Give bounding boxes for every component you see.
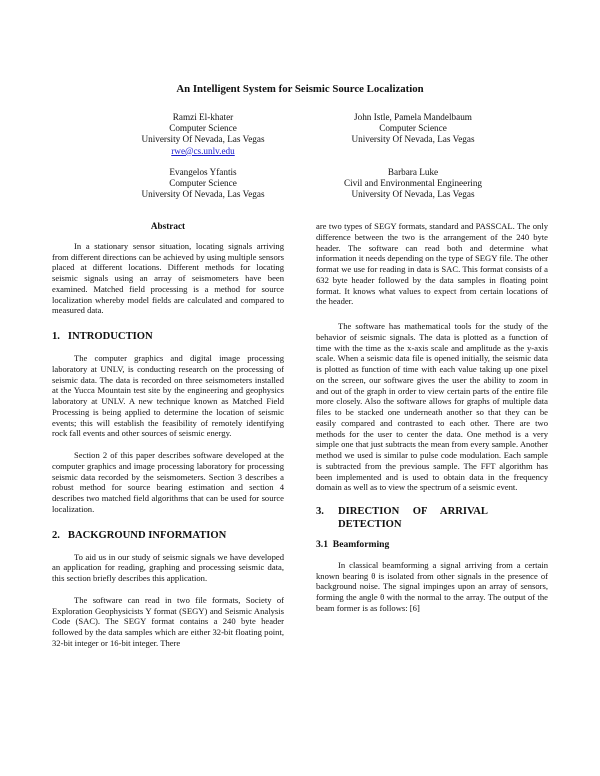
- section-heading-direction-of-arrival: [316, 505, 548, 531]
- author-name: Ramzi El-khater: [172, 112, 234, 122]
- author-dept: Computer Science: [169, 123, 237, 134]
- subsection-heading-beamforming: [316, 540, 548, 551]
- paragraph: The computer graphics and digital image processing laboratory at UNLV, is conducting research on the processing of seismic data. The data is recorded on three seismometers installed at the Yucca Mountain test site by the engineering and geophysics laboratory at UNLV. A new technique known as Matched Field Processing is being applied to determine the location of seismic events; this will establish the feasibility of remotely identifying rock fall events and other sources of seismic energy.: [52, 353, 284, 439]
- author-affiliation: University Of Nevada, Las Vegas: [141, 189, 265, 200]
- subsection-number: 3.1: [316, 539, 328, 550]
- author-name: Barbara Luke: [387, 167, 439, 177]
- paragraph: To aid us in our study of seismic signals we have developed an application for reading, graphing and processing seismic data, this section briefly describes this application.: [52, 551, 284, 583]
- author-name: John Istle, Pamela Mandelbaum: [354, 112, 472, 122]
- section-heading-introduction: [52, 330, 284, 343]
- paragraph: The software has mathematical tools for the study of the behavior of seismic signals. The data is plotted as a function of time with the time as the x-axis scale and amplitude as the y-axis scale. When a seismic data file is opened initially, the seismic data is plotted as function of time with each value taking up one pixel on the screen, our software gives the user the ability to zoom in and out of the graph in order to view certain parts of the entire file more closely. Also the software allows for graphs of multiple data files to be stacked one underneath another so that they can be easily compared and contrasted to each other. There are two methods for the user to center the data. One method is a very simple one that just subtracts the mean from every sample. Another method we used is similar to pulse code modulation. Each sample is subtracted from the previous sample. The FFT algorithm has been implemented and is used to obtain data in the frequency domain as well as to view the spectrum of a seismic event.: [316, 321, 548, 493]
- author-affiliation: University Of Nevada, Las Vegas: [351, 134, 475, 145]
- subsection-title: Beamforming: [332, 539, 390, 550]
- section-number: 1.: [52, 331, 60, 342]
- right-column: [316, 221, 548, 614]
- author-affiliation: University Of Nevada, Las Vegas: [351, 189, 475, 200]
- paper-title: An Intelligent System for Seismic Source Localization: [176, 83, 424, 95]
- author-block-3: [118, 167, 288, 201]
- author-block-1: [118, 112, 288, 157]
- paragraph-continued: are two types of SEGY formats, standard and PASSCAL. The only difference between the two is the arrangement of the 240 byte header. The software can read both and determine what information it needs depending on the type of SEGY file. The other format we use for reading in data is SAC. This format consists of a 632 byte header followed by the data samples in floating point format. It knows what values to expect from certain locations of the header.: [316, 221, 548, 307]
- paragraph: The software can read in two file formats, Society of Exploration Geophysicists Y format (SEGY) and Seismic Analysis Code (SAC). The SEGY format contains a 240 byte header followed by the data samples which are either 32-bit floating point, 32-bit integer or 16-bit integer. There: [52, 594, 284, 648]
- left-column: [52, 221, 284, 649]
- section-number: 3.: [316, 506, 324, 517]
- paragraph: In classical beamforming a signal arriving from a certain known bearing θ is isolated from other signals in the presence of background noise. The signal impinges upon an array of sensors, forming the angle θ with the normal to the array. The output of the beam former is as follows: [6]: [316, 559, 548, 613]
- author-block-4: [318, 167, 508, 201]
- author-block-2: [328, 112, 498, 146]
- section-title: INTRODUCTION: [67, 331, 153, 342]
- abstract-heading: Abstract: [150, 221, 186, 231]
- author-dept: Civil and Environmental Engineering: [343, 178, 483, 189]
- author-dept: Computer Science: [379, 123, 447, 134]
- author-dept: Computer Science: [169, 178, 237, 189]
- section-heading-background: [52, 529, 284, 542]
- author-affiliation: University Of Nevada, Las Vegas: [141, 134, 265, 145]
- author-email-link[interactable]: rwe@cs.unlv.edu: [171, 145, 235, 156]
- abstract-text: In a stationary sensor situation, locating signals arriving from different directions can be achieved by using multiple sensors placed at different locations. Different methods for locating seismic signals using an array of seismometers have been examined. Matched field processing is a method for source localization whereby model fields are calculated and compared to measured data.: [52, 240, 284, 316]
- author-name: Evangelos Yfantis: [169, 167, 237, 177]
- section-title: BACKGROUND INFORMATION: [67, 529, 227, 541]
- paragraph: Section 2 of this paper describes software developed at the computer graphics and image processing laboratory for processing seismic data recorded by the seismometers. Section 3 describes a robust method for source bearing estimation and section 4 describes two matched field algorithms that can be used for source localization.: [52, 450, 284, 514]
- section-number: 2.: [52, 529, 60, 541]
- section-title: DIRECTION OF ARRIVAL DETECTION: [338, 506, 488, 530]
